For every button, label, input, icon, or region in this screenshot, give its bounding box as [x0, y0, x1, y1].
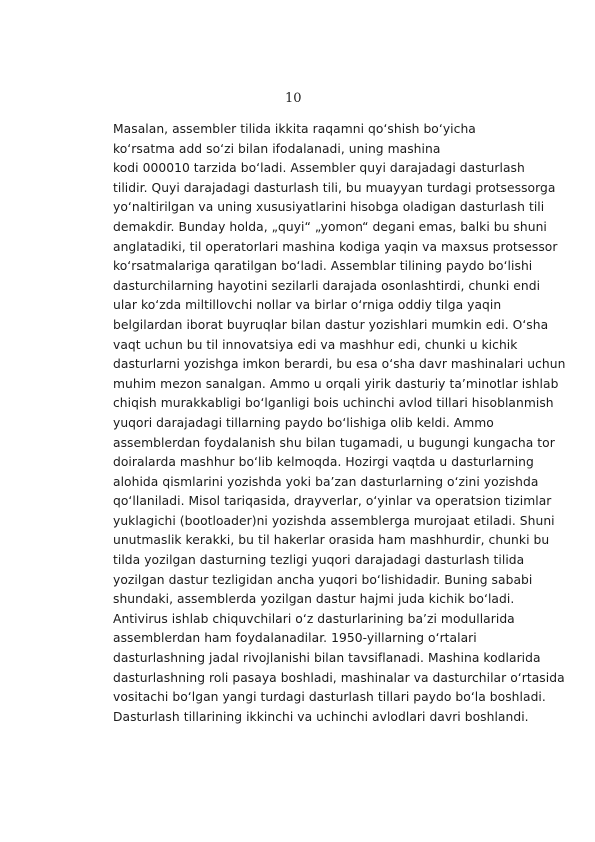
text-line: belgilardan iborat buyruqlar bilan dastur yozishlari mumkin edi. O‘sha: [113, 317, 549, 332]
text-line: tilidir. Quyi darajadagi dasturlash tili, bu muayyan turdagi protsessorga: [113, 180, 556, 195]
text-line: ular ko‘zda miltillovchi nollar va birlar o‘rniga oddiy tilga yaqin: [113, 298, 502, 313]
text-line: dasturlashning roli pasaya boshladi, mashinalar va dasturchilar o‘rtasida: [113, 670, 565, 685]
text-line: demakdir. Bunday holda, „quyi“ „yomon“ degani emas, balki bu shuni: [113, 219, 547, 234]
text-line: vaqt uchun bu til innovatsiya edi va mashhur edi, chunki u kichik: [113, 337, 518, 352]
text-line: dasturchilarning hayotini sezilarli darajada osonlashtirdi, chunki endi: [113, 278, 541, 293]
text-line: Masalan, assembler tilida ikkita raqamni qo‘shish bo‘yicha: [113, 122, 476, 136]
text-line: assemblerdan ham foydalanadilar. 1950-yillarning o‘rtalari: [113, 631, 477, 646]
text-line: muhim mezon sanalgan. Ammo u orqali yirik dasturiy ta’minotlar ishlab: [113, 376, 559, 391]
text-line: Dasturlash tillarining ikkinchi va uchinchi avlodlari davri boshlandi.: [113, 709, 529, 724]
text-line: ko‘rsatma add so‘zi bilan ifodalanadi, uning mashina: [113, 141, 441, 156]
text-line: chiqish murakkabligi bo‘lganligi bois uchinchi avlod tillari hisoblanmish: [113, 396, 554, 411]
text-line: qo‘llaniladi. Misol tariqasida, drayverlar, o‘yinlar va operatsion tizimlar: [113, 494, 552, 509]
text-line: dasturlashning jadal rivojlanishi bilan tavsiflanadi. Mashina kodlarida: [113, 651, 541, 666]
page-number: 10: [285, 91, 302, 106]
text-line: tilda yozilgan dasturning tezligi yuqori darajadagi dasturlash tilida: [113, 553, 525, 568]
body-paragraph: [113, 120, 593, 727]
text-line: dasturlarni yozishga imkon berardi, bu esa o‘sha davr mashinalari uchun: [113, 357, 566, 372]
text-line: yozilgan dastur tezligidan ancha yuqori bo‘lishidadir. Buning sababi: [113, 572, 533, 587]
text-line: yuklagichi (bootloader)ni yozishda assemblerga murojaat etiladi. Shuni: [113, 513, 555, 528]
text-line: unutmaslik kerakki, bu til hakerlar orasida ham mashhurdir, chunki bu: [113, 533, 550, 548]
text-line: ko‘rsatmalariga qaratilgan bo‘ladi. Assemblar tilining paydo bo‘lishi: [113, 259, 533, 274]
text-line: kodi 000010 tarzida bo‘ladi. Assembler quyi darajadagi dasturlash: [113, 161, 525, 176]
text-line: alohida qismlarini yozishda yoki ba’zan dasturlarning o‘zini yozishda: [113, 474, 539, 489]
text-line: shundaki, assemblerda yozilgan dastur hajmi juda kichik bo‘ladi.: [113, 592, 515, 607]
text-line: vositachi bo‘lgan yangi turdagi dasturlash tillari paydo bo‘la boshladi.: [113, 690, 546, 705]
text-line: yo‘naltirilgan va uning xususiyatlarini hisobga oladigan dasturlash tili: [113, 200, 545, 215]
text-line: doiralarda mashhur bo‘lib kelmoqda. Hozirgi vaqtda u dasturlarning: [113, 455, 534, 470]
text-line: assemblerdan foydalanish shu bilan tugamadi, u bugungi kungacha tor: [113, 435, 555, 450]
text-line: anglatadiki, til operatorlari mashina kodiga yaqin va maxsus protsessor: [113, 239, 558, 254]
text-line: yuqori darajadagi tillarning paydo bo‘lishiga olib keldi. Ammo: [113, 415, 494, 430]
text-line: Antivirus ishlab chiquvchilari o‘z dasturlarining ba’zi modullarida: [113, 611, 515, 626]
